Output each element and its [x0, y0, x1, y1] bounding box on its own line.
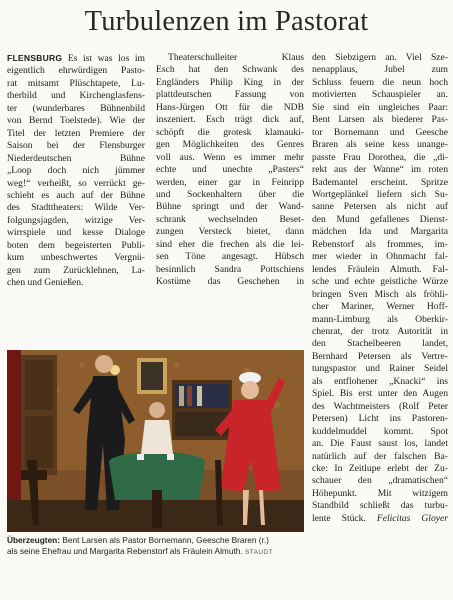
- text-line: Braren als seine kess unange-: [312, 139, 448, 151]
- text-line: schrank wechselnden Beset-: [156, 213, 304, 225]
- text-line: cke: In Zeitlupe erlebt der Zu-: [312, 462, 448, 474]
- text-line: an. Die Faust saust los, landet: [312, 438, 448, 450]
- text-line: gen zum Zurücklehnen, La-: [7, 264, 145, 276]
- text-line: plattdeutschen Fassung von: [156, 89, 304, 101]
- text-line: zungen Versteck bietet, dann: [156, 226, 304, 238]
- text-line: als entflohener „Knacki“ ins: [312, 375, 448, 387]
- author-name: Felicitas Gloyer: [376, 512, 448, 524]
- text-line: echte und unechte „Pasters“: [156, 164, 304, 176]
- text-line: von Bernd Toelstede). Wie der: [7, 115, 145, 127]
- text-line: Wortgeplänkel liefern sich Su-: [312, 188, 448, 200]
- text-line: Theaterschulleiter Klaus: [168, 52, 304, 63]
- photo-caption: [7, 535, 305, 558]
- text-line: schieht es auch auf der Bühne: [7, 189, 145, 201]
- text-line: therbild und Kirchenglasfens-: [7, 90, 145, 102]
- text-line: mer wieder in Ohnmacht fal-: [312, 251, 448, 263]
- caption-text-1: Bent Larsen als Pastor Bornemann, Geesche Braren (r.): [60, 535, 269, 545]
- article-column-3: [312, 52, 448, 525]
- text-line: kuddelmuddel kommt. Spot: [312, 425, 448, 437]
- text-line: des Wachtmeisters (Rolf Peter: [312, 400, 448, 412]
- article-column-2: [156, 52, 304, 289]
- caption-line-2: [7, 546, 305, 558]
- text-line: Bent Larsen als biederer Pas-: [312, 114, 448, 126]
- caption-text-2: als seine Ehefrau und Margarita Rebenstorf als Fräulein Almuth.: [7, 546, 243, 556]
- text-line: natürlich auf der falschen Ba-: [312, 450, 448, 462]
- text-line: Rebenstorf als frommes, im-: [312, 238, 448, 250]
- text-line: rat mitsamt Plüschtapete, Lu-: [7, 77, 145, 89]
- text-line: Hans-Jürgen Ott für die NDB: [156, 101, 304, 113]
- text-line: eigentlich ehrwürdigen Pasto-: [7, 65, 145, 77]
- caption-lead: Überzeugten:: [7, 535, 61, 545]
- text-line: Titel der letzten Premiere der: [7, 127, 145, 139]
- text-line: rekt aus der Wanne“ im roten: [312, 164, 448, 176]
- text-line: den Mund gefallenes Dienst-: [312, 213, 448, 225]
- text-line: werden, einer gar in Feinripp: [156, 176, 304, 188]
- text-line: weg!“ verheißt, so verrückt ge-: [7, 177, 145, 189]
- text-line: kum unbeschwertes Vergnü-: [7, 252, 145, 264]
- text-line: Saison bei der Flensburger: [7, 140, 145, 152]
- dateline: FLENSBURG: [7, 53, 63, 63]
- text-line: Niederdeutschen Bühne: [7, 152, 145, 164]
- stage-photo: [7, 350, 304, 532]
- text-line: FLENSBURG Es ist was los im: [7, 53, 145, 64]
- text-line: Bademantel erscheint. Spritze: [312, 176, 448, 188]
- text-line: mann-Limburg als Oberkir-: [312, 313, 448, 325]
- text-line: sen Töne angesagt. Hübsch: [156, 251, 304, 263]
- text-line: schauer den „dramatischen“: [312, 475, 448, 487]
- text-line: ter (wunderbares Bühnenbild: [7, 102, 145, 114]
- text-line: Engländers Philip King in der: [156, 76, 304, 88]
- text-line: schöpft die grotesk klamauki-: [156, 126, 304, 138]
- text-line: voll aus. Wenn es immer mehr: [156, 151, 304, 163]
- text-line: sche und echte geistliche Würze: [312, 276, 448, 288]
- headline: Turbulenzen im Pastorat: [84, 6, 369, 37]
- text-line: sanne Petersen als nicht auf: [312, 201, 448, 213]
- text-line: des Stadttheaters: Wilde Ver-: [7, 202, 145, 214]
- text-line: Schluss feuern die neun hoch: [312, 76, 448, 88]
- text-line: Sie sind ein ungleiches Paar:: [312, 101, 448, 113]
- photo-credit: STAUDT: [244, 549, 273, 556]
- text-line: Spiel. Bis erst unter den Augen: [312, 388, 448, 400]
- text-line: folgungsjagden, witzige Ver-: [7, 214, 145, 226]
- text-line: chenrat, der trotz Autorität in: [312, 325, 448, 337]
- text-line: cher Mariner, Werner Hoff-: [312, 301, 448, 313]
- text-line: bringen Sven Misch als fröhli-: [312, 288, 448, 300]
- text-line: lente Stück. Felicitas Gloyer: [312, 512, 448, 524]
- text-line: inszeniert. Esch trägt dick auf,: [156, 114, 304, 126]
- text-line: passte Frau Dorothea, die „di-: [312, 151, 448, 163]
- text-line: tungspastor und Rainer Seidel: [312, 363, 448, 375]
- text-line: Petersen) Licht ins Pastoren-: [312, 413, 448, 425]
- text-line: Esch hat den Schwank des: [156, 64, 304, 76]
- text-line: nenapplaus, Jubel zum: [312, 64, 448, 76]
- text-line: sind eher die frechen als die lei-: [156, 238, 304, 250]
- text-line: wirrspiele und kesse Dialoge: [7, 227, 145, 239]
- text-line: den Stachelbeeren landet,: [312, 338, 448, 350]
- caption-line-1: [7, 535, 305, 546]
- text-line: lendes Fräulein Almuth. Fal-: [312, 263, 448, 275]
- text-line: boten dem begeisterten Publi-: [7, 239, 145, 251]
- text-line: „Loop doch nich jümmer: [7, 165, 145, 177]
- text-line: und Sockenhaltern über die: [156, 188, 304, 200]
- text-line: motivierten Schauspieler an.: [312, 89, 448, 101]
- text-line: Kostüme das Geschehen in: [156, 276, 304, 288]
- text-line: chen und Genießen.: [7, 277, 84, 289]
- text-line: gen Möglichkeiten des Genres: [156, 139, 304, 151]
- text-line: Standbild schließt das turbu-: [312, 500, 448, 512]
- text-line: den Siebzigern an. Viel Sze-: [312, 52, 448, 63]
- article-column-1: [7, 52, 145, 290]
- text-line: besinnlich Sandra Pottschiens: [156, 263, 304, 275]
- text-line: Bühne springt und der Wand-: [156, 201, 304, 213]
- text-line: Bernhard Petersen als Vertre-: [312, 350, 448, 362]
- text-line: mädchen Ida und Margarita: [312, 226, 448, 238]
- text-line: Höhepunkt. Mit witzigem: [312, 487, 448, 499]
- text-line: tor Bornemann und Geesche: [312, 126, 448, 138]
